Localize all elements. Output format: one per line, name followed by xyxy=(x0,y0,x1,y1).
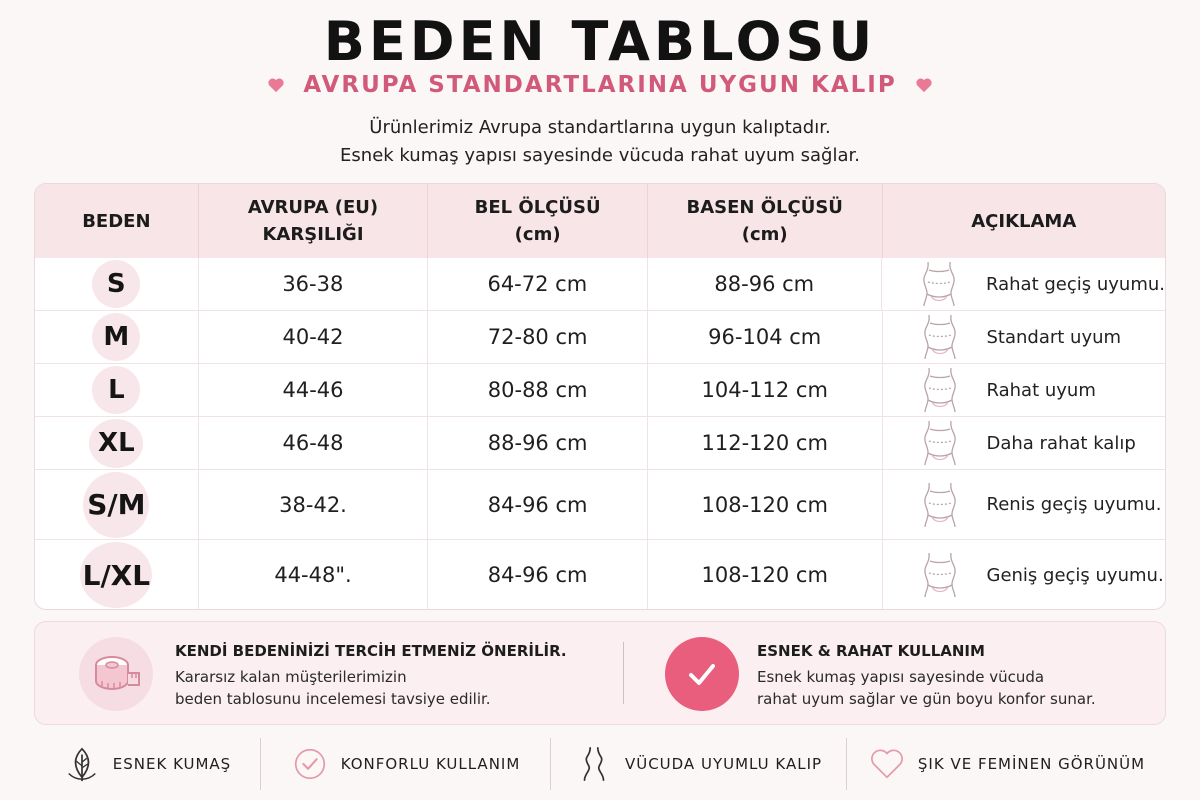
feature-label: VÜCUDA UYUMLU KALIP xyxy=(624,755,823,773)
description-text: Geniş geçiş uyumu. xyxy=(986,564,1164,586)
waist-cell: 64-72 cm xyxy=(428,258,647,310)
heart-icon xyxy=(267,77,285,93)
table-row xyxy=(35,311,1165,364)
body-figure-icon xyxy=(916,260,962,308)
size-badge: M xyxy=(92,313,140,361)
table-row xyxy=(35,364,1165,417)
description-text: Standart uyum xyxy=(986,326,1122,348)
header-description: AÇIKLAMA xyxy=(971,210,1077,232)
info-right-title: ESNEK & RAHAT KULLANIM xyxy=(757,642,985,660)
subtitle-text: AVRUPA STANDARTLARINA UYGUN KALIP xyxy=(303,72,897,98)
description-cell xyxy=(882,258,1165,310)
description-text: Rahat geçiş uyumu. xyxy=(986,273,1165,295)
table-row xyxy=(35,540,1165,610)
size-cell xyxy=(35,364,199,416)
body-figure-icon xyxy=(917,366,963,414)
body-figure-icon xyxy=(917,551,963,599)
table-body xyxy=(35,258,1165,610)
hip-cell: 104-112 cm xyxy=(648,364,883,416)
description-cell xyxy=(883,540,1166,610)
header-eu: AVRUPA (EU) KARŞILIĞI xyxy=(199,184,429,258)
info-left-title: KENDİ BEDENİNİZİ TERCİH ETMENİZ ÖNERİLİR. xyxy=(175,642,567,660)
size-badge: L/XL xyxy=(80,542,152,608)
body-silhouette-icon xyxy=(575,745,613,783)
table-header xyxy=(35,184,1165,258)
size-table xyxy=(34,183,1166,610)
description-text: Rahat uyum xyxy=(986,379,1096,401)
size-badge: L xyxy=(92,366,140,414)
feature-item xyxy=(550,738,846,790)
hip-cell: 112-120 cm xyxy=(648,417,883,469)
size-cell xyxy=(35,470,199,539)
feature-strip xyxy=(34,738,1166,790)
size-cell xyxy=(35,258,199,310)
eu-cell: 44-48". xyxy=(199,540,429,610)
size-cell xyxy=(35,311,199,363)
eu-cell: 40-42 xyxy=(199,311,429,363)
leaf-icon xyxy=(63,745,101,783)
table-row xyxy=(35,417,1165,470)
description-cell xyxy=(883,311,1166,363)
info-card xyxy=(34,621,1166,725)
eu-cell: 38-42. xyxy=(199,470,429,539)
eu-cell: 44-46 xyxy=(199,364,429,416)
header-size: BEDEN xyxy=(35,184,199,258)
header-hip: BASEN ÖLÇÜSÜ (cm) xyxy=(648,184,883,258)
subtitle xyxy=(0,72,1200,98)
feature-item xyxy=(846,738,1166,790)
measuring-tape-icon xyxy=(79,637,153,711)
intro-line: Esnek kumaş yapısı sayesinde vücuda rahat uyum sağlar. xyxy=(340,145,860,166)
waist-cell: 88-96 cm xyxy=(428,417,648,469)
feature-label: KONFORLU KULLANIM xyxy=(340,755,521,773)
table-row xyxy=(35,258,1165,311)
waist-cell: 84-96 cm xyxy=(428,540,648,610)
body-figure-icon xyxy=(917,481,963,529)
waist-cell: 84-96 cm xyxy=(428,470,648,539)
size-badge: S/M xyxy=(83,472,149,538)
body-figure-icon xyxy=(917,313,963,361)
body-figure-icon xyxy=(917,419,963,467)
feature-item xyxy=(260,738,550,790)
info-right-line: Esnek kumaş yapısı sayesinde vücuda xyxy=(757,668,1045,686)
waist-cell: 72-80 cm xyxy=(428,311,648,363)
intro-line: Ürünlerimiz Avrupa standartlarına uygun kalıptadır. xyxy=(369,117,831,138)
hip-cell: 108-120 cm xyxy=(648,540,883,610)
check-circle-icon xyxy=(291,745,329,783)
check-circle-icon xyxy=(665,637,739,711)
description-cell xyxy=(883,470,1166,539)
description-cell xyxy=(883,364,1166,416)
heart-outline-icon xyxy=(868,745,906,783)
hip-cell: 88-96 cm xyxy=(648,258,882,310)
feature-label: ESNEK KUMAŞ xyxy=(112,755,232,773)
size-cell xyxy=(35,540,199,610)
description-cell xyxy=(883,417,1166,469)
page-title: BEDEN TABLOSU xyxy=(323,10,877,73)
info-left-line: Kararsız kalan müşterilerimizin xyxy=(175,668,407,686)
eu-cell: 46-48 xyxy=(199,417,429,469)
feature-label: ŞIK VE FEMİNEN GÖRÜNÜM xyxy=(917,755,1146,773)
feature-item xyxy=(34,738,260,790)
size-cell xyxy=(35,417,199,469)
hip-cell: 108-120 cm xyxy=(648,470,883,539)
hip-cell: 96-104 cm xyxy=(648,311,883,363)
eu-cell: 36-38 xyxy=(199,258,428,310)
intro-text xyxy=(0,114,1200,170)
waist-cell: 80-88 cm xyxy=(428,364,648,416)
description-text: Renis geçiş uyumu. xyxy=(986,494,1162,515)
info-divider xyxy=(623,642,624,704)
info-left-line: beden tablosunu incelemesi tavsiye edilir. xyxy=(175,690,491,708)
table-row xyxy=(35,470,1165,540)
size-badge: XL xyxy=(89,419,143,468)
size-badge: S xyxy=(92,260,140,308)
heart-icon xyxy=(915,77,933,93)
info-right-line: rahat uyum sağlar ve gün boyu konfor sunar. xyxy=(757,690,1096,708)
header-waist: BEL ÖLÇÜSÜ (cm) xyxy=(428,184,648,258)
description-text: Daha rahat kalıp xyxy=(986,432,1136,454)
